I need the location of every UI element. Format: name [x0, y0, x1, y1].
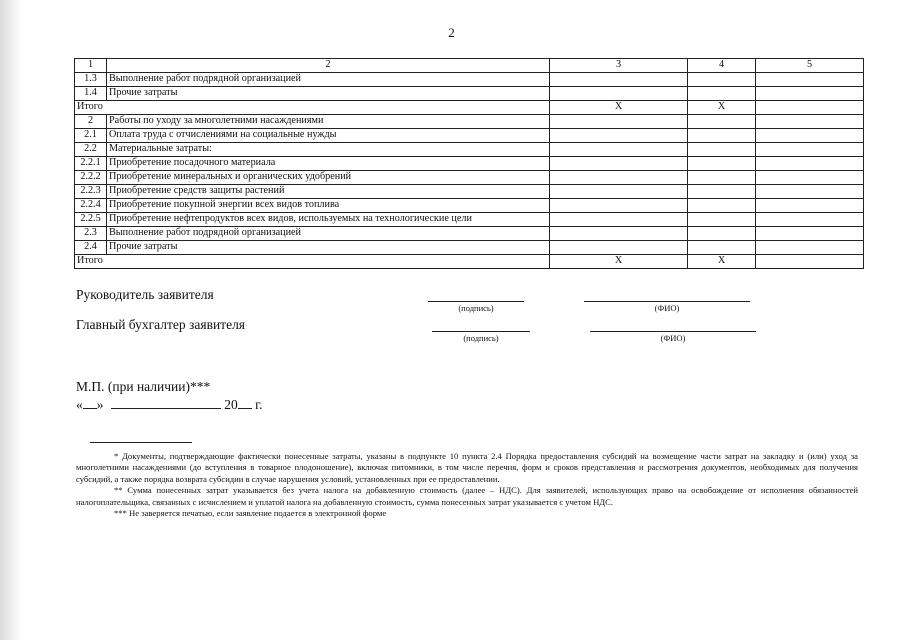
- column-4-cell: [688, 143, 756, 157]
- table-row: [75, 213, 864, 227]
- column-3-cell: [550, 87, 688, 101]
- column-4-cell: [688, 241, 756, 255]
- footnotes: [76, 451, 858, 519]
- column-5-cell: [756, 115, 864, 129]
- header-cell-5: 5: [756, 59, 864, 73]
- table-row: [75, 199, 864, 213]
- column-4-cell: X: [688, 255, 756, 269]
- row-number-cell: 2.2.3: [75, 185, 107, 199]
- header-cell-3: 3: [550, 59, 688, 73]
- column-3-cell: [550, 199, 688, 213]
- row-label-cell: Работы по уходу за многолетними насаждениями: [107, 115, 550, 129]
- column-5-cell: [756, 143, 864, 157]
- column-4-cell: [688, 73, 756, 87]
- column-3-cell: [550, 227, 688, 241]
- column-3-cell: [550, 213, 688, 227]
- column-4-cell: [688, 87, 756, 101]
- head-name-line[interactable]: [584, 301, 750, 302]
- head-signature-caption: (подпись): [458, 303, 494, 313]
- column-4-cell: [688, 199, 756, 213]
- table-header-row: [75, 59, 864, 73]
- footnote-3: *** Не заверяется печатью, если заявление подается в электронной форме: [114, 508, 387, 519]
- row-number-cell: 2.2.2: [75, 171, 107, 185]
- column-3-cell: [550, 73, 688, 87]
- column-5-cell: [756, 87, 864, 101]
- column-3-cell: [550, 157, 688, 171]
- table-row: [75, 115, 864, 129]
- column-4-cell: [688, 115, 756, 129]
- total-label-cell: Итого: [75, 255, 550, 269]
- table-row: [75, 241, 864, 255]
- column-5-cell: [756, 213, 864, 227]
- row-label-cell: Прочие затраты: [107, 241, 550, 255]
- expenses-table-body: [75, 59, 864, 269]
- row-number-cell: 2.1: [75, 129, 107, 143]
- row-label-cell: Материальные затраты:: [107, 143, 550, 157]
- column-5-cell: [756, 157, 864, 171]
- row-label-cell: Выполнение работ подрядной организацией: [107, 227, 550, 241]
- header-cell-2: 2: [107, 59, 550, 73]
- date-day-blank[interactable]: [83, 396, 97, 409]
- row-number-cell: 1.3: [75, 73, 107, 87]
- row-number-cell: 2.3: [75, 227, 107, 241]
- column-5-cell: [756, 171, 864, 185]
- row-number-cell: 1.4: [75, 87, 107, 101]
- row-label-cell: Выполнение работ подрядной организацией: [107, 73, 550, 87]
- header-cell-1: 1: [75, 59, 107, 73]
- date-quote-close: »: [96, 397, 104, 412]
- header-cell-4: 4: [688, 59, 756, 73]
- column-3-cell: [550, 129, 688, 143]
- column-3-cell: [550, 241, 688, 255]
- column-5-cell: [756, 185, 864, 199]
- column-4-cell: [688, 185, 756, 199]
- table-row: [75, 157, 864, 171]
- head-name-caption: (ФИО): [654, 303, 680, 313]
- date-line: [76, 396, 263, 414]
- row-number-cell: 2.2.5: [75, 213, 107, 227]
- column-4-cell: [688, 129, 756, 143]
- column-5-cell: [756, 255, 864, 269]
- row-number-cell: 2.4: [75, 241, 107, 255]
- table-total-row: [75, 101, 864, 115]
- accountant-signature-line[interactable]: [432, 331, 530, 332]
- column-4-cell: [688, 227, 756, 241]
- column-3-cell: [550, 185, 688, 199]
- date-year-prefix: 20: [224, 397, 238, 412]
- table-row: [75, 73, 864, 87]
- accountant-name-line[interactable]: [590, 331, 756, 332]
- row-label-cell: Приобретение посадочного материала: [107, 157, 550, 171]
- stamp-place-label: М.П. (при наличии)***: [76, 379, 211, 394]
- column-5-cell: [756, 129, 864, 143]
- column-5-cell: [756, 73, 864, 87]
- row-number-cell: 2: [75, 115, 107, 129]
- row-number-cell: 2.2: [75, 143, 107, 157]
- table-row: [75, 171, 864, 185]
- total-label-cell: Итого: [75, 101, 550, 115]
- row-label-cell: Приобретение средств защиты растений: [107, 185, 550, 199]
- head-signatory-label: Руководитель заявителя: [76, 287, 214, 302]
- footnote-separator: [90, 442, 192, 443]
- column-5-cell: [756, 199, 864, 213]
- row-number-cell: 2.2.4: [75, 199, 107, 213]
- column-4-cell: X: [688, 101, 756, 115]
- head-signature-line[interactable]: [428, 301, 524, 302]
- column-3-cell: [550, 171, 688, 185]
- page-number: 2: [448, 25, 455, 40]
- column-5-cell: [756, 227, 864, 241]
- row-label-cell: Приобретение нефтепродуктов всех видов, используемых на технологические цели: [107, 213, 550, 227]
- date-year-suffix: г.: [255, 397, 263, 412]
- table-row: [75, 87, 864, 101]
- scan-edge-shadow: [0, 0, 22, 640]
- column-4-cell: [688, 157, 756, 171]
- row-label-cell: Прочие затраты: [107, 87, 550, 101]
- accountant-signature-caption: (подпись): [463, 333, 499, 343]
- expenses-table: [74, 58, 864, 269]
- table-row: [75, 185, 864, 199]
- column-3-cell: [550, 115, 688, 129]
- column-5-cell: [756, 241, 864, 255]
- column-3-cell: X: [550, 255, 688, 269]
- footnote-1: * Документы, подтверждающие фактически понесенные затраты, указаны в подпункте 10 пункта 2.4 Порядка предоставления субсидий на возмещение части затрат на закладку и (или) уход за многолетними насаждениями (до вступления в товарное плодоношение), включая питомники, в том числе перечня, форм и сроков представления и рассмотрения документов, необходимых для получения субсидий, а также порядка возврата субсидии в случае нарушения условий, установленных при ее предоставлении.: [76, 451, 858, 484]
- date-year-blank[interactable]: [238, 396, 252, 409]
- table-row: [75, 227, 864, 241]
- column-3-cell: X: [550, 101, 688, 115]
- row-label-cell: Оплата труда с отчислениями на социальные нужды: [107, 129, 550, 143]
- column-5-cell: [756, 101, 864, 115]
- footnote-2: ** Сумма понесенных затрат указывается без учета налога на добавленную стоимость (далее – НДС). Для заявителей, использующих право на освобождение от исполнения обязанностей налогоплательщика, связанных с исчислением и уплатой налога на добавленную стоимость, сумма понесенных затрат указывается с учетом НДС.: [76, 485, 858, 507]
- row-label-cell: Приобретение минеральных и органических удобрений: [107, 171, 550, 185]
- column-3-cell: [550, 143, 688, 157]
- accountant-name-caption: (ФИО): [660, 333, 686, 343]
- column-4-cell: [688, 213, 756, 227]
- table-row: [75, 129, 864, 143]
- row-label-cell: Приобретение покупной энергии всех видов топлива: [107, 199, 550, 213]
- column-4-cell: [688, 171, 756, 185]
- row-number-cell: 2.2.1: [75, 157, 107, 171]
- accountant-signatory-label: Главный бухгалтер заявителя: [76, 317, 246, 332]
- date-month-blank[interactable]: [111, 396, 221, 409]
- table-row: [75, 143, 864, 157]
- table-total-row: [75, 255, 864, 269]
- date-quote-open: «: [76, 397, 83, 412]
